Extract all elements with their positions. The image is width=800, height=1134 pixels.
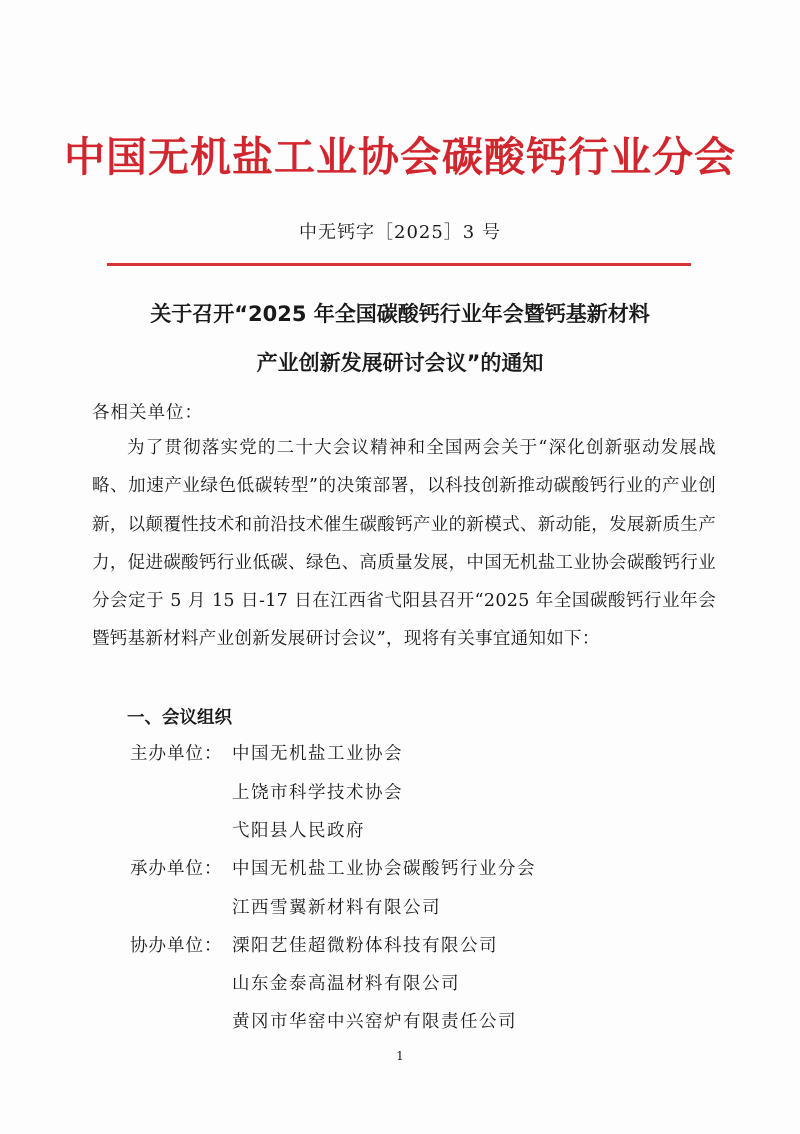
notice-title-line-2: 产业创新发展研讨会议”的通知 (256, 351, 544, 375)
page-number: 1 (396, 1049, 404, 1063)
undertaker-org: 江西雪翼新材料有限公司 (232, 898, 441, 918)
red-divider (107, 263, 691, 266)
host-org: 中国无机盐工业协会 (232, 744, 403, 764)
document-number: 中无钙字［2025］3 号 (299, 222, 501, 243)
notice-title-line-1: 关于召开“2025 年全国碳酸钙行业年会暨钙基新材料 (150, 302, 650, 326)
undertaker-org: 中国无机盐工业协会碳酸钙行业分会 (232, 859, 536, 879)
host-org: 上饶市科学技术协会 (232, 783, 403, 803)
host-label: 主办单位： (130, 744, 223, 764)
co-organizer-org: 黄冈市华窑中兴窑炉有限责任公司 (232, 1012, 517, 1032)
issuer-header: 中国无机盐工业协会碳酸钙行业分会 (64, 133, 736, 181)
salutation: 各相关单位： (92, 403, 203, 423)
co-organizer-org: 山东金泰高温材料有限公司 (232, 974, 460, 994)
body-paragraph: 为了贯彻落实党的二十大会议精神和全国两会关于“深化创新驱动发展战略、加速产业绿色低碳转型”的决策部署，以科技创新推动碳酸钙行业的产业创新，以颠覆性技术和前沿技术催生碳酸钙产业的新模式、新动能，发展新质生产力，促进碳酸钙行业低碳、绿色、高质量发展，中国无机盐工业协会碳酸钙行业分会定于 5 月 15 日-17 日在江西省弋阳县召开“2025 年全国碳酸钙行业年会暨钙基新材料产业创新发展研讨会议”，现将有关事宜通知如下： (92, 438, 716, 650)
host-org: 弋阳县人民政府 (232, 821, 365, 841)
co-organizer-org: 溧阳艺佳超微粉体科技有限公司 (232, 936, 498, 956)
section-heading-organization: 一、会议组织 (127, 708, 232, 728)
co-organizer-label: 协办单位： (130, 936, 223, 956)
undertaker-label: 承办单位： (130, 859, 223, 879)
